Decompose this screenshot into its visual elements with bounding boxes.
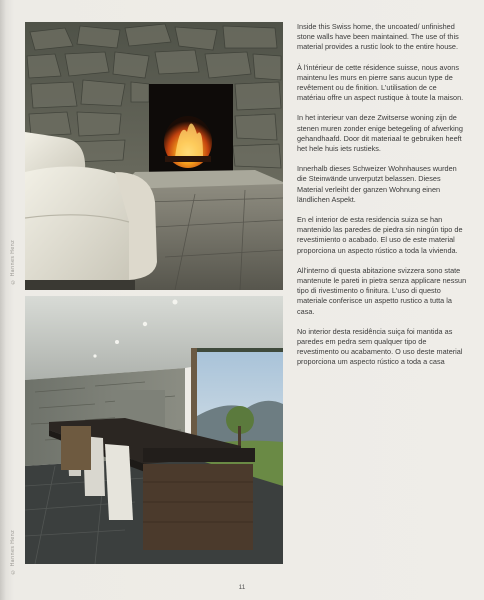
fireplace-photo [25,22,283,290]
caption-french: À l'intérieur de cette résidence suisse, nous avons maintenu les murs en pierre sans aucun type de revêtement ou de finition. L'utilisation de ce matériau offre un aspect rustique à toute la maison. [297,62,464,103]
caption-portuguese: No interior desta residência suiça foi mantida as paredes em pedra sem qualquer tipo de revestimento ou acabamento. O uso deste material proporciona um aspecto rústico a toda a casa [297,326,463,367]
caption-spanish: En el interior de esta residencia suiza se han mantenido las paredes de piedra sin ningún tipo de revestimiento o acabado. El uso de este material proporciona un aspecto rústico a toda la vivienda. [297,215,463,255]
page-number: 11 [238,584,246,591]
photo-credit: © Hannes Henz [10,530,16,575]
photo-credit: © Hannes Henz [10,240,16,285]
caption-german: Innerhalb dieses Schweizer Wohnhauses wurden die Steinwände unverputzt belassen. Dieses Material verleiht der ganzen Wohnung einen ländlichen Aspekt. [297,164,457,204]
caption-english: Inside this Swiss home, the uncoated/ unfinished stone walls have been maintained. The use of this material provides a rustic look to the entire house. [297,22,459,52]
caption-dutch: In het interieur van deze Zwitserse woning zijn de stenen muren zonder enige betegeling of afwerking gehandhaafd. Door dit materiaal te gebruiken heeft het hele huis iets rustieks. [297,113,463,154]
multilingual-caption [297,22,467,378]
kitchen-photo [25,296,283,564]
caption-italian: All'interno di questa abitazione svizzera sono state mantenute le pareti in pietra senza applicare nessun tipo di rivestimento o finitura. L'uso di questo materiale conferisce un aspetto rustico a tutta la casa. [297,265,467,316]
